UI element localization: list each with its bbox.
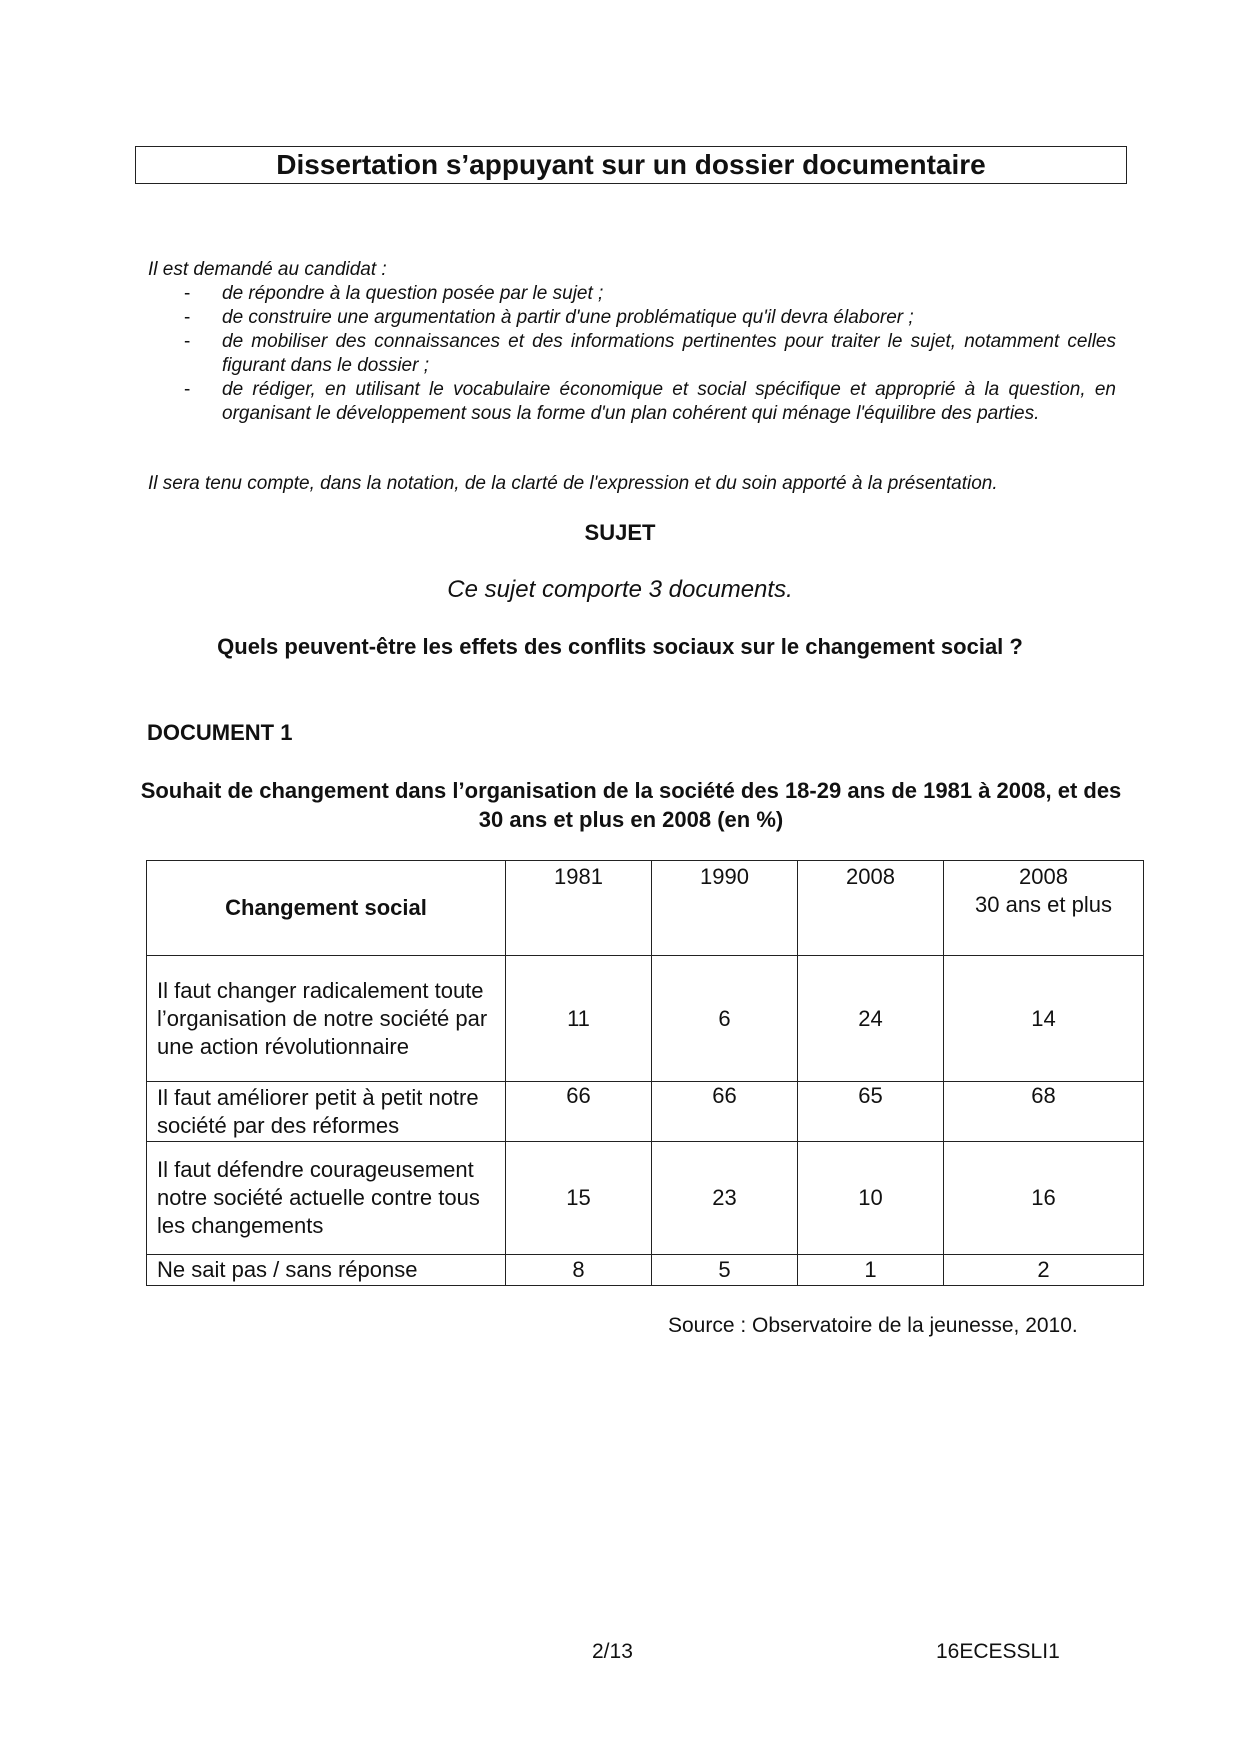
dash-marker: - (184, 379, 191, 400)
sujet-heading: SUJET (584, 520, 656, 545)
table-title: Souhait de changement dans l’organisation de la société des 18-29 ans de 1981 à 2008, et des 30 ans et plus en 2008 (en %) (140, 778, 1122, 832)
subject-question: Quels peuvent-être les effets des conflits sociaux sur le changement social ? (217, 634, 1023, 659)
data-table (146, 860, 1144, 1286)
cell-value: 16 (944, 1142, 1144, 1255)
page-number: 2/13 (592, 1640, 633, 1663)
grading-note: Il sera tenu compte, dans la notation, de la clarté de l'expression et du soin apporté à la présentation. (148, 473, 998, 494)
cell-value: 15 (506, 1142, 652, 1255)
cell-value: 65 (798, 1082, 944, 1142)
row-label: Il faut changer radicalement toute l’organisation de notre société par une action révolutionnaire (147, 956, 506, 1082)
header-year-1990: 1990 (652, 861, 798, 956)
header-year-1981: 1981 (506, 861, 652, 956)
row-label: Il faut défendre courageusement notre société actuelle contre tous les changements (147, 1142, 506, 1255)
instruction-item (148, 378, 1116, 426)
row-label: Il faut améliorer petit à petit notre société par des réformes (147, 1082, 506, 1142)
cell-value: 24 (798, 956, 944, 1082)
header-year: 2008 (1019, 864, 1068, 889)
page-title: Dissertation s’appuyant sur un dossier documentaire (135, 146, 1127, 184)
instructions (148, 258, 1116, 426)
cell-value: 14 (944, 956, 1144, 1082)
cell-value: 11 (506, 956, 652, 1082)
cell-value: 66 (652, 1082, 798, 1142)
table-row (147, 1082, 1144, 1142)
dash-marker: - (184, 307, 191, 328)
instruction-text: de construire une argumentation à partir d'une problématique qu'il devra élaborer ; (222, 307, 914, 328)
instructions-list (148, 282, 1116, 426)
cell-value: 68 (944, 1082, 1144, 1142)
cell-value: 66 (506, 1082, 652, 1142)
document-count: Ce sujet comporte 3 documents. (447, 576, 793, 603)
instructions-intro: Il est demandé au candidat : (148, 259, 387, 280)
document-label: DOCUMENT 1 (147, 720, 293, 745)
header-year-2008-30-plus (944, 861, 1144, 956)
table-row (147, 1142, 1144, 1255)
table-header-row (147, 861, 1144, 956)
cell-value: 6 (652, 956, 798, 1082)
header-year-2008: 2008 (798, 861, 944, 956)
instruction-text: de répondre à la question posée par le sujet ; (222, 283, 604, 304)
table-row (147, 1255, 1144, 1286)
table-row (147, 956, 1144, 1082)
dash-marker: - (184, 331, 191, 352)
instruction-item (148, 306, 1116, 330)
dash-marker: - (184, 283, 191, 304)
instruction-text: de rédiger, en utilisant le vocabulaire économique et social spécifique et approprié à la question, en organisant le développement sous la forme d'un plan cohérent qui ménage l'équilibre des parties. (222, 379, 1116, 424)
instruction-text: de mobiliser des connaissances et des informations pertinentes pour traiter le sujet, notamment celles figurant dans le dossier ; (222, 331, 1116, 376)
instruction-item (148, 330, 1116, 378)
cell-value: 23 (652, 1142, 798, 1255)
header-changement-social: Changement social (147, 861, 506, 956)
cell-value: 1 (798, 1255, 944, 1286)
row-label: Ne sait pas / sans réponse (147, 1255, 506, 1286)
cell-value: 8 (506, 1255, 652, 1286)
cell-value: 10 (798, 1142, 944, 1255)
instruction-item (148, 282, 1116, 306)
header-age-group: 30 ans et plus (975, 892, 1112, 917)
cell-value: 2 (944, 1255, 1144, 1286)
source-citation: Source : Observatoire de la jeunesse, 2010. (668, 1314, 1078, 1337)
cell-value: 5 (652, 1255, 798, 1286)
document-code: 16ECESSLI1 (936, 1640, 1060, 1663)
